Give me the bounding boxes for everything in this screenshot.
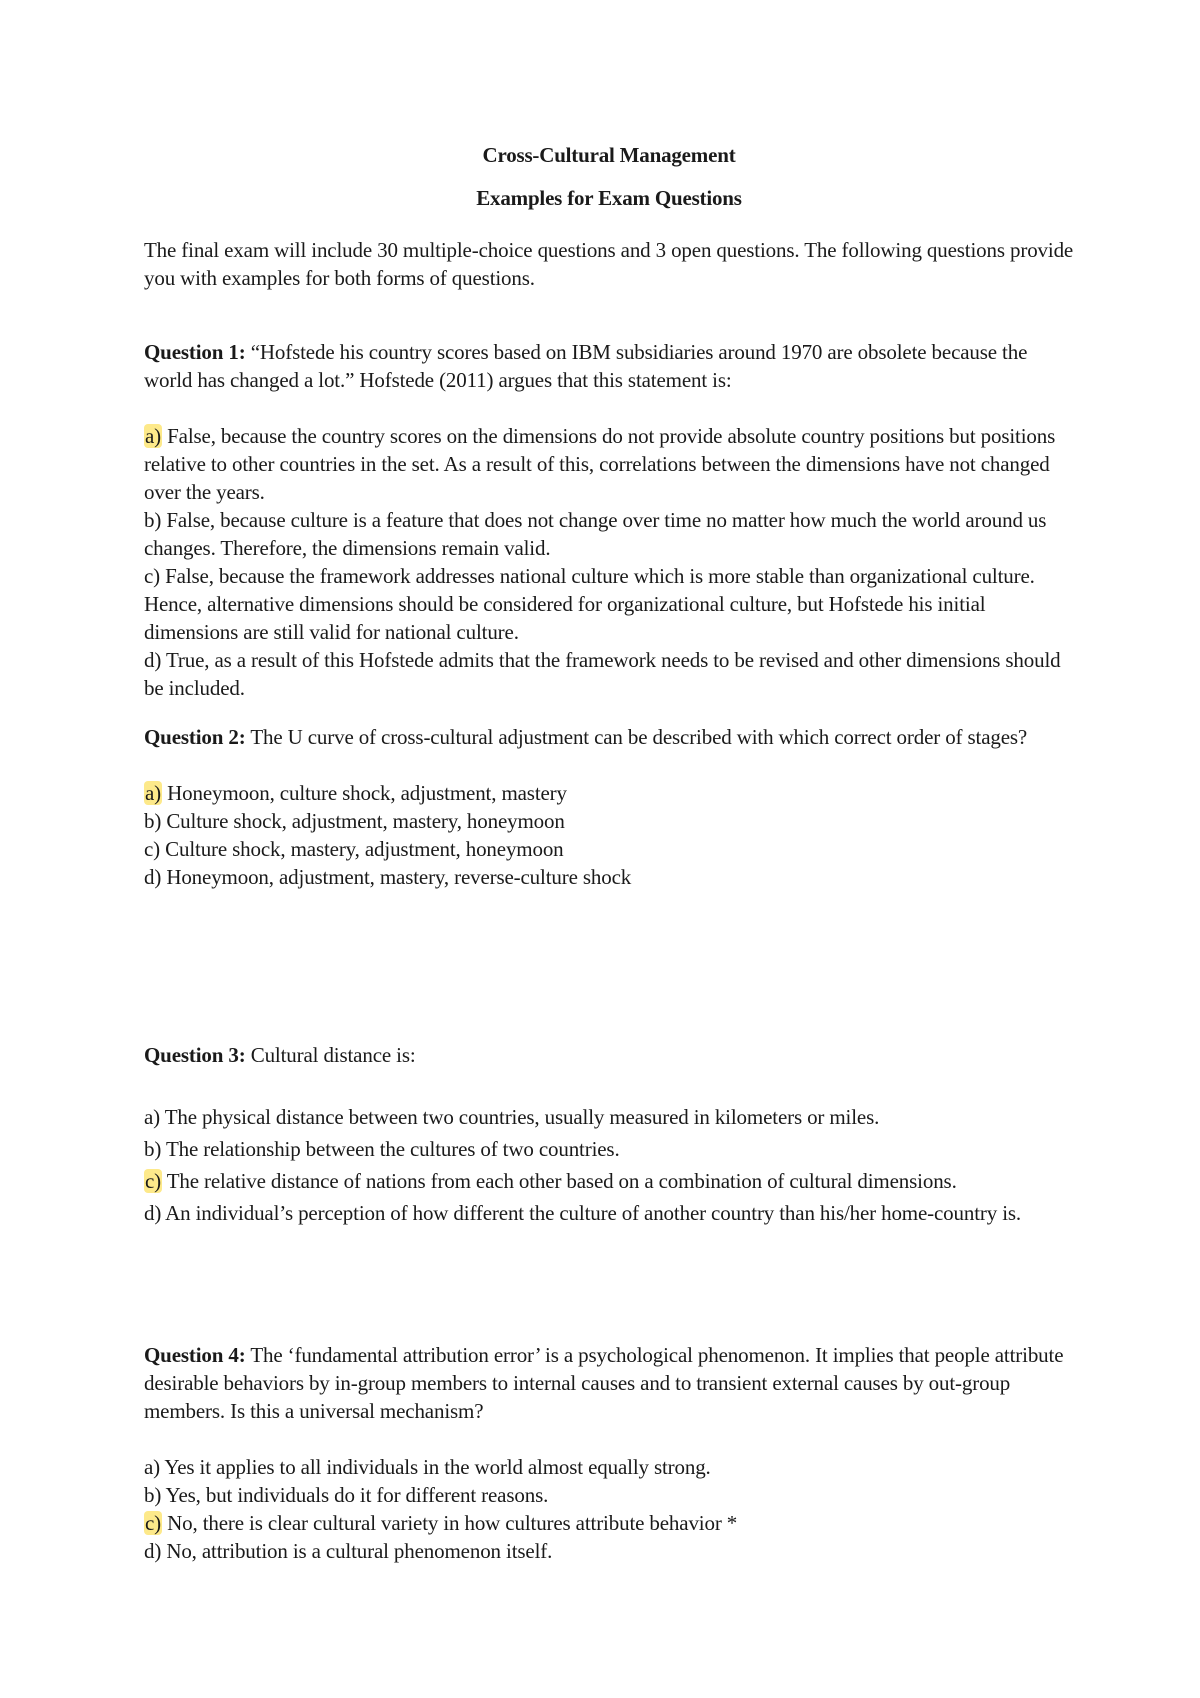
option-text: Culture shock, mastery, adjustment, honeymoon bbox=[165, 837, 564, 861]
question-1-options bbox=[144, 422, 1074, 702]
question-2-label: Question 2: bbox=[144, 725, 246, 749]
question-2-text: The U curve of cross-cultural adjustment can be described with which correct order of stages? bbox=[250, 725, 1028, 749]
question-3-option-d bbox=[144, 1197, 1074, 1229]
option-text: The relationship between the cultures of two countries. bbox=[165, 1137, 620, 1161]
option-letter: b) bbox=[144, 508, 162, 532]
option-letter: a) bbox=[144, 1455, 161, 1479]
question-2-options bbox=[144, 779, 1074, 891]
question-4-option-a bbox=[144, 1453, 1074, 1481]
question-4-option-c bbox=[144, 1509, 1074, 1537]
question-1-option-b bbox=[144, 506, 1074, 562]
intro-paragraph bbox=[144, 236, 1074, 292]
option-text: No, there is clear cultural variety in how cultures attribute behavior * bbox=[167, 1511, 738, 1535]
answer-highlight: a) bbox=[145, 424, 162, 448]
option-letter: d) bbox=[144, 648, 162, 672]
question-3-options bbox=[144, 1101, 1074, 1229]
question-3-option-a bbox=[144, 1101, 1074, 1133]
answer-highlight: c) bbox=[145, 1169, 162, 1193]
option-letter: a) bbox=[144, 1105, 161, 1129]
question-3-stem bbox=[144, 1041, 1074, 1069]
question-1-stem bbox=[144, 338, 1074, 394]
question-2-option-b bbox=[144, 807, 1074, 835]
option-text: The relative distance of nations from each other based on a combination of cultural dimensions. bbox=[166, 1169, 957, 1193]
option-text: No, attribution is a cultural phenomenon itself. bbox=[166, 1539, 553, 1563]
option-text: Honeymoon, culture shock, adjustment, mastery bbox=[167, 781, 567, 805]
option-text: The physical distance between two countries, usually measured in kilometers or miles. bbox=[164, 1105, 880, 1129]
option-text: False, because the framework addresses national culture which is more stable than organizational culture. Hence, alternative dimensions should be considered for organizational culture, but Hofstede his initial dimensions are still valid for national culture. bbox=[144, 564, 1035, 644]
option-letter: d) bbox=[144, 865, 162, 889]
option-letter: b) bbox=[144, 1137, 162, 1161]
document-title: Cross-Cultural Management bbox=[482, 143, 736, 167]
option-letter: b) bbox=[144, 809, 162, 833]
question-1-label: Question 1: bbox=[144, 340, 246, 364]
question-1-option-d bbox=[144, 646, 1074, 702]
question-4-options bbox=[144, 1453, 1074, 1565]
question-3 bbox=[144, 1041, 1074, 1229]
intro-text: The final exam will include 30 multiple-choice questions and 3 open questions. The following questions provide you with examples for both forms of questions. bbox=[144, 238, 1074, 290]
answer-highlight: a) bbox=[145, 781, 162, 805]
option-text: Honeymoon, adjustment, mastery, reverse-culture shock bbox=[166, 865, 632, 889]
question-3-label: Question 3: bbox=[144, 1043, 246, 1067]
option-letter: c) bbox=[144, 837, 161, 861]
question-4-label: Question 4: bbox=[144, 1343, 246, 1367]
option-text: False, because culture is a feature that does not change over time no matter how much the world around us changes. Therefore, the dimensions remain valid. bbox=[144, 508, 1047, 560]
question-4 bbox=[144, 1341, 1074, 1565]
question-2-option-d bbox=[144, 863, 1074, 891]
question-3-option-b bbox=[144, 1133, 1074, 1165]
question-4-text: The ‘fundamental attribution error’ is a psychological phenomenon. It implies that people attribute desirable behaviors by in-group members to internal causes and to transient external causes by out-group members. Is this a universal mechanism? bbox=[144, 1343, 1064, 1423]
option-text: False, because the country scores on the dimensions do not provide absolute country positions but positions relative to other countries in the set. As a result of this, correlations between the dimensions have not changed over the years. bbox=[144, 424, 1056, 504]
option-text: An individual’s perception of how different the culture of another country than his/her home-country is. bbox=[165, 1201, 1022, 1225]
option-letter: b) bbox=[144, 1483, 162, 1507]
question-2-stem bbox=[144, 723, 1074, 751]
option-letter: d) bbox=[144, 1539, 162, 1563]
answer-highlight: c) bbox=[145, 1511, 162, 1535]
document-subtitle: Examples for Exam Questions bbox=[476, 186, 742, 210]
option-letter: c) bbox=[144, 564, 161, 588]
option-text: True, as a result of this Hofstede admits that the framework needs to be revised and other dimensions should be included. bbox=[144, 648, 1061, 700]
option-text: Yes it applies to all individuals in the world almost equally strong. bbox=[164, 1455, 711, 1479]
option-text: Yes, but individuals do it for different reasons. bbox=[165, 1483, 549, 1507]
question-2-option-c bbox=[144, 835, 1074, 863]
question-3-text: Cultural distance is: bbox=[250, 1043, 416, 1067]
question-1 bbox=[144, 338, 1074, 702]
question-4-stem bbox=[144, 1341, 1074, 1425]
question-2-option-a bbox=[144, 779, 1074, 807]
question-1-option-a bbox=[144, 422, 1074, 506]
question-4-option-d bbox=[144, 1537, 1074, 1565]
question-3-option-c bbox=[144, 1165, 1074, 1197]
question-2 bbox=[144, 723, 1074, 891]
question-1-option-c bbox=[144, 562, 1074, 646]
question-1-text: “Hofstede his country scores based on IBM subsidiaries around 1970 are obsolete because the world has changed a lot.” Hofstede (2011) argues that this statement is: bbox=[144, 340, 1028, 392]
option-letter: d) bbox=[144, 1201, 162, 1225]
option-text: Culture shock, adjustment, mastery, honeymoon bbox=[166, 809, 565, 833]
question-4-option-b bbox=[144, 1481, 1074, 1509]
